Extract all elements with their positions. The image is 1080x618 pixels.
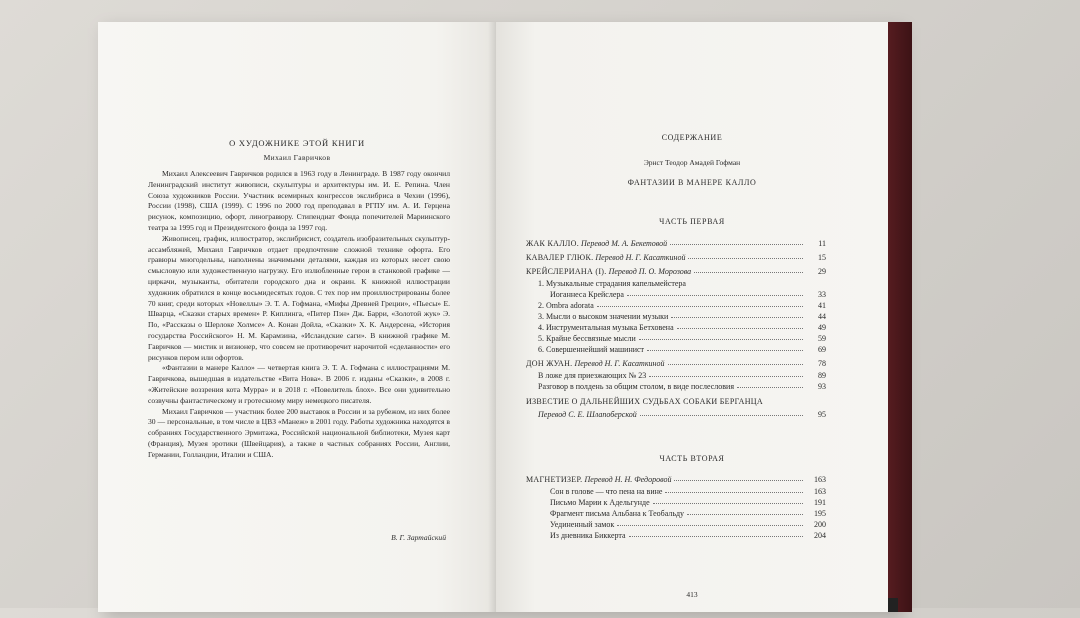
toc-leader [671,317,803,318]
toc-entry[interactable] [526,250,826,262]
toc-entry-page: 95 [818,410,826,419]
toc-leader [639,339,803,340]
toc-entry-title: Уединенный замок [550,520,615,529]
toc-entry[interactable] [526,264,826,276]
toc-leader [674,480,803,481]
toc-entry-title: 2. Ombra adorata [538,301,594,310]
toc-leader [694,272,803,273]
toc-entry-page: 11 [818,239,826,248]
part-one-title: ЧАСТЬ ПЕРВАЯ [659,217,725,226]
bio-paragraph: Живописец, график, иллюстратор, экслибрисист, создатель изобразительных скульптур-ассамбляжей, Михаил Гавричков отдает предпочтение сложной технике офорта. Его гравюры многодельны, наполнены значимыми деталями, каждая из которых несет свою смысловую или художественную нагрузку. Его излюбленные герои в станковой графике — циркачи, музыканты, обитатели городского дна и окраин. К книжной иллюстрации художник обратился в конце восьмидесятых годов. С тех пор им проиллюстрированы более 70 книг, среди которых «Новеллы» Э. Т. А. Гофмана, «Мифы Древней Греции», «Пьесы» Е. Шварца, «Сказки старых времен» Р. Киплинга, «Питер Пэн» Дж. Барри, «Золотой жук» Э. По, «Рассказы о Шерлоке Холмсе» А. Конан Дойла, «Сказки» Х. К. Андерсена, «История государства Российского» Н. М. Карамзина, «Исландские саги». В книжной графике М. Гавричков — мистик и визионер, что совсем не противоречит нарочитой «сделанности» его рисунков пером или офортов. [148,233,450,362]
toc-entry-title: 6. Совершеннейший машинист [538,345,645,354]
toc-entry-translator: Перевод М. А. Бекетовой [581,239,668,248]
toc-entry-page: 33 [818,290,826,299]
artist-name: Михаил Гавричков [263,153,331,162]
toc-entry-page: 204 [814,531,826,540]
toc-leader [668,364,803,365]
toc-entry-page: 195 [814,509,826,518]
toc-leader [617,525,803,526]
toc-entry-page: 44 [818,312,826,321]
toc-entry-page: 78 [818,359,826,368]
toc-entry-page: 59 [818,334,826,343]
page-number: 413 [686,590,698,599]
toc-entry-title: КАВАЛЕР ГЛЮК. [526,253,594,262]
toc-leader [737,387,803,388]
toc-leader [647,350,803,351]
toc-entry-translator: Перевод Н. Г. Касаткиной [595,253,686,262]
toc-entry-page: 15 [818,253,826,262]
bio-paragraph: «Фантазии в манере Калло» — четвертая книга Э. Т. А. Гофмана с иллюстрациями М. Гавричкова, вышедшая в издательстве «Вита Нова». В 2006 г. изданы «Сказки», в 2008 г. «Житейские воззрения кота Мурра» и в 2018 г. «Повелитель блох». Все они удивительно созвучны фантастическому и гротескному миру немецкого писателя. [148,363,450,405]
toc-entry[interactable] [526,236,826,248]
toc-entry-title: Фрагмент письма Альбана к Теобальду [550,509,685,518]
toc-entry-page: 89 [818,371,826,380]
toc-leader [677,328,803,329]
toc-entry-title: Иоганнеса Крейслера [550,290,624,299]
toc-entry-page: 200 [814,520,826,529]
toc-entry[interactable] [526,394,826,406]
toc-entry-page: 69 [818,345,826,354]
toc-entry-page: 191 [814,498,826,507]
toc-entry-title: ЖАК КАЛЛО. [526,239,580,248]
toc-entry[interactable] [526,472,826,484]
toc-entry-title: Письмо Марии к Адельгунде [550,498,650,507]
toc-entry-page: 41 [818,301,826,310]
toc-subentry[interactable] [550,528,826,540]
toc-entry-title: ИЗВЕСТИЕ О ДАЛЬНЕЙШИХ СУДЬБАХ СОБАКИ БЕРГАНЦА [526,397,763,406]
toc-leader [640,415,803,416]
toc-leader [597,306,803,307]
toc-entry-translator: Перевод Н. Н. Федоровой [584,475,672,484]
toc-entry-translator: Перевод С. Е. Шлапоберской [538,410,637,419]
toc-entry-title: Из дневника Биккерта [550,531,626,540]
toc-entry-page: 163 [814,487,826,496]
right-page [496,22,888,612]
bio-signature: В. Г. Зартайский [391,533,446,542]
toc-entry-page: 49 [818,323,826,332]
toc-entry-title: Разговор в полдень за общим столом, в виде послесловия [538,382,734,391]
part-two-title: ЧАСТЬ ВТОРАЯ [659,454,725,463]
toc-entry-title: 5. Крайне бессвязные мысли [538,334,636,343]
toc-entry-title: В ложе для приезжающих № 23 [538,371,647,380]
toc-leader [688,258,803,259]
contents-heading: СОДЕРЖАНИЕ [661,133,723,142]
toc-entry-continuation[interactable] [538,407,826,419]
toc-leader [649,376,803,377]
toc-entry-title: ДОН ЖУАН. [526,359,573,368]
toc-subentry[interactable] [538,342,826,354]
toc-entry[interactable] [526,356,826,368]
toc-entry-translator: Перевод П. О. Морозова [608,267,692,276]
toc-leader [629,536,803,537]
toc-entry-page: 29 [818,267,826,276]
book-author: Эрнст Теодор Амадей Гофман [643,158,741,167]
toc-entry-translator: Перевод Н. Г. Касаткиной [574,359,665,368]
toc-entry-title: Сон в голове — что пена на вине [550,487,663,496]
toc-entry-title: КРЕЙСЛЕРИАНА (I). [526,267,607,276]
toc-leader [627,295,803,296]
toc-entry-title: 3. Мысли о высоком значении музыки [538,312,669,321]
artist-bio [148,169,450,461]
toc-leader [687,514,803,515]
artist-section-title: О ХУДОЖНИКЕ ЭТОЙ КНИГИ [229,138,365,148]
bio-paragraph: Михаил Гавричков — участник более 200 выставок в России и за рубежом, из них более 30 — персональные, в том числе в ЦВЗ «Манеж» в 2001 году. Работы художника находятся в собраниях Государственного Эрмитажа, Российской национальной библиотеки, Музея карт (Франция), Музея эротики (Швейцария), а также в частных собраниях России, Англии, Германии, Голландии, Италии и США. [148,406,450,459]
toc-leader [670,244,803,245]
book-title: ФАНТАЗИИ В МАНЕРЕ КАЛЛО [627,178,757,187]
toc-subentry[interactable] [538,379,826,391]
toc-entry-title: МАГНЕТИЗЕР. [526,475,583,484]
toc-entry-page: 93 [818,382,826,391]
toc-entry-title: 4. Инструментальная музыка Бетховена [538,323,674,332]
toc-entry-page: 163 [814,475,826,484]
book-cover-edge [884,22,912,612]
toc-leader [653,503,803,504]
bio-paragraph: Михаил Алексеевич Гавричков родился в 1963 году в Ленинграде. В 1987 году окончил Ленинградский институт живописи, скульптуры и архитектуры им. И. Е. Репина. Член Союза художников России. Участник всемирных конгрессов экслибриса в Чехии (1996), России (1998), США (1999). С 1996 по 2000 год преподавал в РГПУ им. А. И. Герцена рисунок, композицию, офорт, линогравюру. Стипендиат Фонда попечителей Мариинского театра за 1995 год и Президентского фонда за 1997 год. [148,169,450,232]
toc-entry-title: 1. Музыкальные страдания капельмейстера [538,279,686,288]
toc-leader [665,492,803,493]
left-page [98,22,496,612]
